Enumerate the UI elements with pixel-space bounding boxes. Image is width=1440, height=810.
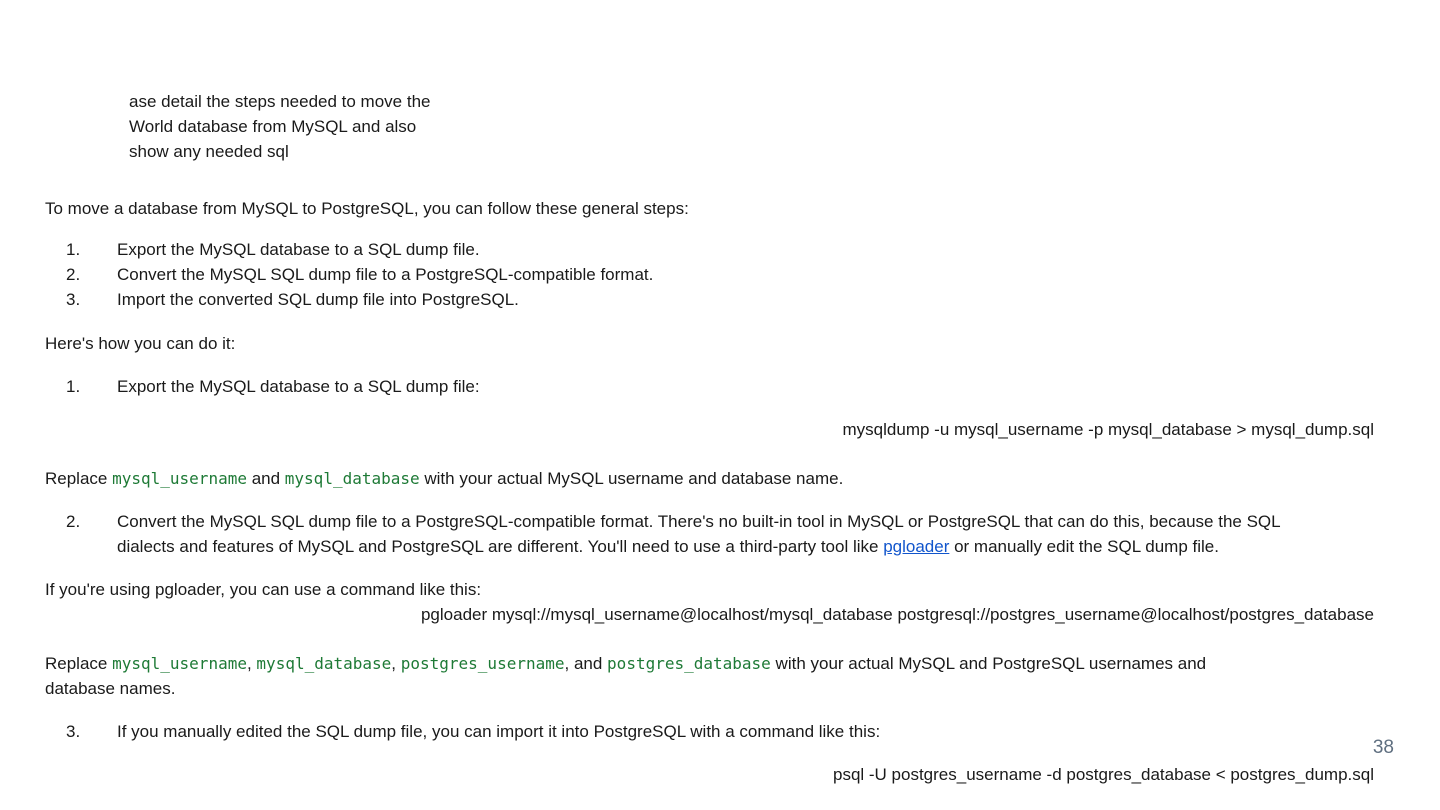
replace2-pre: Replace (45, 654, 113, 673)
code-mysql-username: mysql_username (112, 654, 247, 673)
code-mysql-database: mysql_database (284, 469, 420, 488)
replace1-pre: Replace (45, 469, 113, 488)
replace2-post: with your actual MySQL and PostgreSQL usernames and (770, 654, 1207, 673)
replace1-mid: and (246, 469, 285, 488)
replace1-post: with your actual MySQL username and database name. (419, 469, 844, 488)
step3-number: 3. (66, 722, 81, 741)
prompt-line-3: show any needed sql (129, 142, 289, 161)
step-text: Convert the MySQL SQL dump file to a PostgreSQL-compatible format. (117, 265, 654, 284)
replace2-sep: , (246, 654, 257, 673)
psql-command: psql -U postgres_username -d postgres_database < postgres_dump.sql (832, 765, 1374, 784)
pgloader-link[interactable]: pgloader (883, 537, 950, 556)
replace-paragraph-1 (45, 466, 843, 491)
step1-number: 1. (66, 377, 81, 396)
replace-paragraph-2-line-2: database names. (45, 679, 176, 698)
step-number: 3. (66, 290, 81, 309)
step2-line-2 (117, 534, 1219, 559)
intro-paragraph: To move a database from MySQL to PostgreSQL, you can follow these general steps: (45, 199, 689, 218)
step-number: 2. (66, 265, 81, 284)
step-number: 1. (66, 240, 81, 259)
step-text: Import the converted SQL dump file into PostgreSQL. (117, 290, 519, 309)
replace-paragraph-2 (45, 651, 1206, 676)
step2-line2-pre: dialects and features of MySQL and PostgreSQL are different. You'll need to use a third-party tool like (117, 537, 884, 556)
step-text: Export the MySQL database to a SQL dump file. (117, 240, 480, 259)
step2-line2-post: or manually edit the SQL dump file. (949, 537, 1219, 556)
slide-number: 38 (1372, 737, 1394, 758)
step3-text: If you manually edited the SQL dump file, you can import it into PostgreSQL with a command like this: (117, 722, 881, 741)
step2-line-1: Convert the MySQL SQL dump file to a PostgreSQL-compatible format. There's no built-in tool in MySQL or PostgreSQL that can do this, because the SQL (117, 512, 1281, 531)
step2-number: 2. (66, 512, 81, 531)
pgloader-command: pgloader mysql://mysql_username@localhost/mysql_database postgresql://postgres_username@localhost/postgres_database (420, 605, 1374, 624)
code-mysql-username: mysql_username (112, 469, 247, 488)
pgloader-intro: If you're using pgloader, you can use a command like this: (45, 580, 482, 599)
replace2-sep: , (391, 654, 401, 673)
howto-paragraph: Here's how you can do it: (45, 334, 236, 353)
replace2-sep: , and (564, 654, 608, 673)
code-postgres-username: postgres_username (400, 654, 565, 673)
code-postgres-database: postgres_database (607, 654, 771, 673)
mysqldump-command: mysqldump -u mysql_username -p mysql_database > mysql_dump.sql (842, 420, 1374, 439)
prompt-line-1: ase detail the steps needed to move the (129, 92, 431, 111)
step1-text: Export the MySQL database to a SQL dump file: (117, 377, 480, 396)
prompt-line-2: World database from MySQL and also (129, 117, 417, 136)
code-mysql-database: mysql_database (256, 654, 392, 673)
